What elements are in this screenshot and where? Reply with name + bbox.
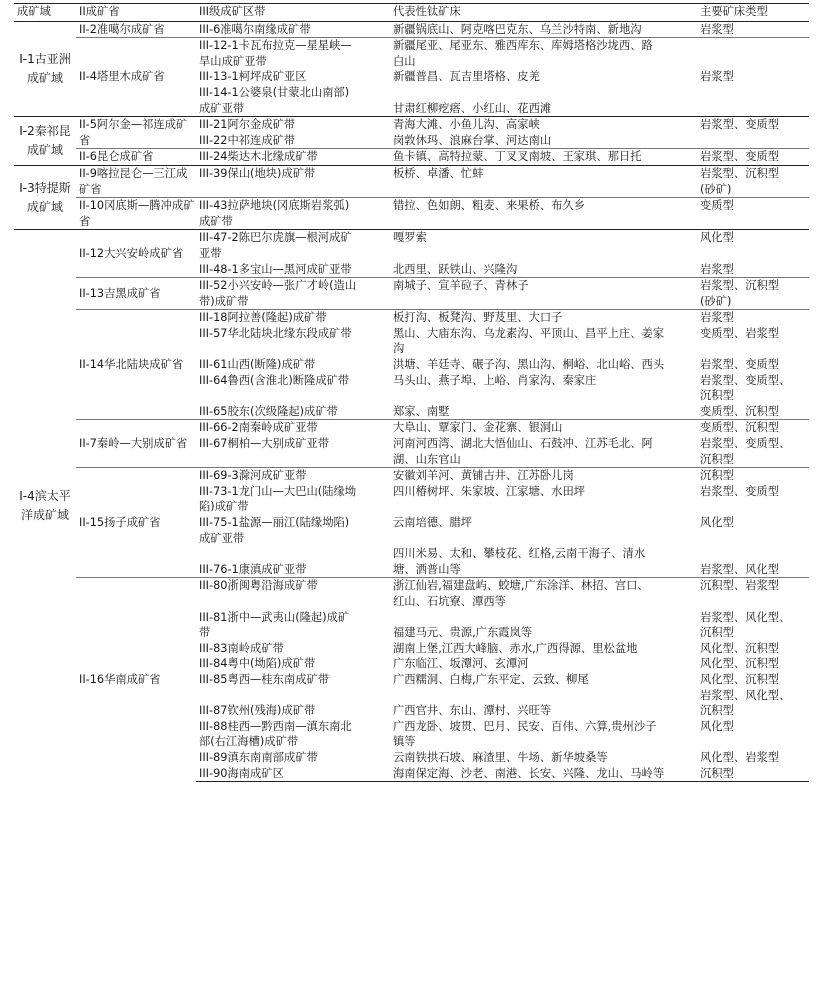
province-cell: II-4塔里木成矿省 <box>76 38 196 117</box>
type-cell: 变质型、沉积型 <box>697 420 809 436</box>
table-row <box>14 310 809 326</box>
province-cell: II-12大兴安岭成矿省 <box>76 230 196 278</box>
type-cell: 沉积型 <box>700 452 734 466</box>
type-cell: 岩浆型、变质型、 <box>700 437 791 451</box>
type-cell <box>697 101 809 117</box>
table-row <box>14 117 809 133</box>
type-cell: 岩浆型、变质型、 <box>700 373 791 387</box>
titanium-deposit-table <box>14 3 809 782</box>
province-cell: II-13吉黑成矿省 <box>76 278 196 310</box>
belt-cell: III-24柴达木北缘成矿带 <box>196 149 390 166</box>
province-cell: II-2准噶尔成矿省 <box>76 21 196 38</box>
belt-cell: III-84粤中(坳陷)成矿带 <box>199 657 316 671</box>
deposits-cell: 白山 <box>393 54 416 68</box>
type-cell: 岩浆型 <box>697 21 809 38</box>
belt-cell <box>196 452 390 468</box>
deposits-cell: 广西糯洞、白梅,广东平定、云致、柳尾 <box>393 672 589 686</box>
table-row <box>14 420 809 436</box>
deposits-cell: 海南保定海、沙老、南港、长安、兴隆、龙山、马岭等 <box>393 766 665 780</box>
domain-cell: I-2秦祁昆成矿域 <box>14 117 76 166</box>
deposits-cell <box>390 182 697 198</box>
deposits-cell: 大阜山、覃家门、金花寨、银洞山 <box>390 420 697 436</box>
belt-cell: III-52小兴安岭—张广才岭(造山 <box>196 278 390 294</box>
type-cell: 岩浆型、变质型 <box>697 149 809 166</box>
belt-cell: III-89滇东南南部成矿带 <box>199 750 318 764</box>
deposits-cell <box>390 781 697 782</box>
table-row <box>14 278 809 294</box>
belt-cell: 亚带 <box>199 246 222 260</box>
type-cell: 沉积型 <box>700 766 734 780</box>
belt-cell: III-65胶东(次级隆起)成矿带 <box>199 404 338 418</box>
type-cell: 岩浆型、沉积型 <box>697 278 809 294</box>
type-cell <box>697 85 809 101</box>
belt-cell: 旱山成矿亚带 <box>199 54 267 68</box>
belt-cell: III-48-1多宝山—黑河成矿亚带 <box>199 262 352 276</box>
belt-cell: 带)成矿带 <box>199 294 249 308</box>
province-cell: II-7秦岭—大别成矿省 <box>76 420 196 468</box>
deposits-cell: 错拉、色如朗、粗麦、来果桥、布久乡 <box>390 198 697 214</box>
type-cell: 风化型 <box>700 516 734 529</box>
belt-cell: III-85粤西—桂东南成矿带 <box>199 672 330 686</box>
belt-cell: III-12-1卡瓦布拉克—星星峡— <box>196 38 390 54</box>
deposits-cell <box>390 246 697 262</box>
header-deposits: 代表性钛矿床 <box>390 4 697 22</box>
province-cell: II-10冈底斯—腾冲成矿省 <box>76 198 196 230</box>
header-belt: III级成矿区带 <box>196 4 390 22</box>
belt-cell: III-66-2南秦岭成矿亚带 <box>196 420 390 436</box>
belt-cell: 成矿带 <box>199 214 233 228</box>
province-cell: II-9喀拉昆仑—三江成矿省 <box>76 165 196 197</box>
province-cell: II-6昆仑成矿省 <box>76 149 196 166</box>
deposits-cell <box>390 499 697 515</box>
type-cell: 岩浆型、变质型 <box>700 484 780 498</box>
province-cell: II-14华北陆块成矿省 <box>76 310 196 420</box>
header-domain: 成矿域 <box>14 4 76 22</box>
type-cell: 岩浆型 <box>700 262 734 276</box>
belt-cell: III-18阿拉善(隆起)成矿带 <box>196 310 390 326</box>
type-cell: 岩浆型、风化型 <box>700 562 780 576</box>
belt-cell: III-83南岭成矿带 <box>199 641 284 655</box>
belt-cell: III-87钦州(残海)成矿带 <box>199 704 316 718</box>
type-cell: 风化型、沉积型 <box>700 641 780 655</box>
belt-cell: III-88桂西—黔西南—滇东南北 <box>199 719 352 733</box>
deposits-cell: 青海大滩、小鱼儿沟、高家峡 <box>390 117 697 133</box>
deposits-cell <box>390 610 697 626</box>
deposits-cell <box>390 214 697 230</box>
deposits-cell: 广东临江、坂潭河、玄潭河 <box>393 657 529 671</box>
deposits-cell: 四川米易、太和、攀枝花、红格,云南干海子、清水 <box>393 547 646 561</box>
type-cell: (砂矿) <box>700 294 732 308</box>
type-cell <box>697 341 809 357</box>
deposits-cell: 板打沟、板凳沟、野芨里、大口子 <box>390 310 697 326</box>
type-cell: 沉积型 <box>700 704 734 718</box>
domain-cell: I-4滨太平洋成矿域 <box>14 230 76 782</box>
belt-cell: III-75-1盐源—丽江(陆缘坳陷) <box>199 516 350 529</box>
type-cell <box>697 214 809 230</box>
belt-cell: III-69-3滁河成矿亚带 <box>196 468 390 484</box>
deposits-cell: 鱼卡镇、高特拉蒙、丁叉叉南坡、王家琪、那日托 <box>390 149 697 166</box>
type-cell <box>697 734 809 750</box>
belt-cell <box>196 688 390 704</box>
deposits-cell: 浙江仙岩,福建盘屿、蛟塘,广东涂洋、林招、宫口、 <box>390 578 697 594</box>
belt-cell: III-57华北陆块北缘东段成矿带 <box>199 326 352 340</box>
table-row <box>14 578 809 594</box>
type-cell: 沉积型 <box>697 468 809 484</box>
deposits-cell: 甘肃红柳疙瘩、小红山、花西滩 <box>393 101 552 115</box>
belt-cell: 成矿亚带 <box>199 531 245 545</box>
belt-cell <box>196 341 390 357</box>
deposits-cell: 北西里、跃铁山、兴隆沟 <box>393 262 518 276</box>
deposits-cell: 新疆普昌、瓦吉里塔格、皮羌 <box>393 70 540 84</box>
deposits-cell: 河南河西湾、湖北大悟仙山、石鼓冲、江苏毛北、阿 <box>393 437 653 451</box>
table-row <box>14 38 809 54</box>
belt-cell: III-21阿尔金成矿带 <box>196 117 390 133</box>
type-cell: 风化型 <box>697 230 809 246</box>
deposits-cell <box>390 531 697 547</box>
province-cell: II-5阿尔金—祁连成矿省 <box>76 117 196 149</box>
type-cell <box>697 499 809 515</box>
belt-cell: III-22中祁连成矿带 <box>199 133 296 147</box>
type-cell: 变质型、沉积型 <box>700 404 780 418</box>
deposits-cell: 马头山、燕子埠、上峪、肖家沟、秦家庄 <box>393 373 597 387</box>
type-cell: 岩浆型、风化型、 <box>700 688 791 702</box>
domain-cell: I-3特提斯成矿域 <box>14 165 76 229</box>
belt-cell: III-14-1公婆泉(甘蒙北山南部) <box>199 85 350 99</box>
deposits-cell: 新疆锅底山、阿克喀巴克东、乌兰沙特南、新地沟 <box>390 21 697 38</box>
table-row <box>14 198 809 214</box>
belt-cell: III-43拉萨地块(冈底斯岩浆弧) <box>196 198 390 214</box>
deposits-cell: 南城子、宣羊砬子、青林子 <box>390 278 697 294</box>
type-cell: 风化型、岩浆型 <box>700 750 780 764</box>
deposits-cell: 塘、洒普山等 <box>393 562 461 576</box>
document-page <box>14 3 809 782</box>
belt-cell <box>196 182 390 198</box>
belt-cell: 成矿亚带 <box>199 101 245 115</box>
belt-cell: III-80浙闽粤沿海成矿带 <box>196 578 390 594</box>
belt-cell: III-47-2陈巴尔虎旗—根河成矿 <box>196 230 390 246</box>
province-cell: II-16华南成矿省 <box>76 578 196 782</box>
deposits-cell <box>390 388 697 404</box>
type-cell <box>697 546 809 562</box>
type-cell: 岩浆型 <box>697 310 809 326</box>
deposits-cell: 黑山、大庙东沟、乌龙素沟、平顶山、昌平上庄、姜家 <box>393 326 665 340</box>
table-row <box>14 149 809 166</box>
type-cell: 风化型、沉积型 <box>700 657 780 671</box>
belt-cell: III-61山西(断隆)成矿带 <box>199 358 316 372</box>
deposits-cell: 板桥、卓潘、忙蚌 <box>390 165 697 181</box>
deposits-cell: 福建马元、贵源,广东霞岚等 <box>393 626 533 640</box>
deposits-cell: 云南培德、腊坪 <box>393 516 473 529</box>
domain-cell: I-1古亚洲成矿域 <box>14 21 76 117</box>
deposits-cell: 安徽刘羊河、黄铺古井、江苏卧儿岗 <box>390 468 697 484</box>
belt-cell: III-39保山(地块)成矿带 <box>196 165 390 181</box>
belt-cell: 部(右江海槽)成矿带 <box>199 735 299 749</box>
deposits-cell: 广西龙卧、坡贯、巴月、民安、百伟、六算,贵州沙子 <box>393 719 657 733</box>
deposits-cell: 广西官井、东山、潭村、兴旺等 <box>393 704 552 718</box>
type-cell: 沉积型 <box>700 626 734 640</box>
table-row <box>14 21 809 38</box>
deposits-cell: 沟 <box>393 342 405 356</box>
deposits-cell: 湖南上堡,江西大峰脑、赤水,广西得源、里松盆地 <box>393 641 638 655</box>
table-row <box>14 165 809 181</box>
deposits-cell: 云南铁拱石坡、麻渣里、牛场、新华坡桑等 <box>393 750 608 764</box>
type-cell <box>697 781 809 782</box>
belt-cell: III-81浙中—武夷山(隆起)成矿 <box>199 610 350 624</box>
type-cell: 风化型 <box>700 719 734 733</box>
deposits-cell: 镇等 <box>393 735 416 749</box>
type-cell: (砂矿) <box>700 182 732 196</box>
belt-cell: III-73-1龙门山—大巴山(陆缘坳 <box>199 484 357 498</box>
type-cell: 岩浆型、变质型 <box>697 117 809 133</box>
deposits-cell: 四川椿树坪、朱家坡、江家塘、水田坪 <box>393 484 586 498</box>
type-cell: 风化型、沉积型 <box>700 672 780 686</box>
type-cell <box>697 531 809 547</box>
belt-cell: 陷)成矿带 <box>199 500 249 514</box>
deposits-cell: 岗敦休玛、浪麻台掌、河达南山 <box>393 133 552 147</box>
belt-cell: III-64鲁西(含淮北)断隆成矿带 <box>199 373 350 387</box>
type-cell: 岩浆型、风化型、 <box>700 610 791 624</box>
type-cell <box>697 54 809 70</box>
deposits-cell: 洪塘、羊廷寺、碾子沟、黑山沟、桐峪、北山峪、西头 <box>393 358 665 372</box>
deposits-cell: 郑家、南墅 <box>393 404 450 418</box>
belt-cell <box>196 781 390 782</box>
type-cell: 变质型、岩浆型 <box>700 326 780 340</box>
type-cell: 沉积型、岩浆型 <box>697 578 809 594</box>
belt-cell: III-76-1康滇成矿亚带 <box>199 562 307 576</box>
deposits-cell: 新疆尾亚、尾亚东、雅西库东、库姆塔格沙垅西、路 <box>390 38 697 54</box>
belt-cell: III-6准噶尔南缘成矿带 <box>196 21 390 38</box>
type-cell: 岩浆型、变质型 <box>700 358 780 372</box>
belt-cell: 带 <box>199 626 211 640</box>
belt-cell <box>196 388 390 404</box>
type-cell: 沉积型 <box>700 389 734 403</box>
deposits-cell <box>390 688 697 704</box>
deposits-cell: 湖、山东官山 <box>393 452 461 466</box>
belt-cell: III-90海南成矿区 <box>199 766 284 780</box>
table-row <box>14 230 809 246</box>
type-cell: 岩浆型 <box>700 70 734 84</box>
deposits-cell: 红山、石坑寮、潭西等 <box>393 594 506 608</box>
deposits-cell <box>390 85 697 101</box>
belt-cell <box>196 546 390 562</box>
type-cell <box>697 246 809 262</box>
belt-cell <box>196 594 390 610</box>
table-body <box>14 21 809 782</box>
table-row <box>14 468 809 484</box>
type-cell: 变质型 <box>697 198 809 214</box>
belt-cell: III-13-1柯坪成矿亚区 <box>199 70 307 84</box>
type-cell <box>697 594 809 610</box>
type-cell <box>697 133 809 149</box>
deposits-cell: 嘎罗索 <box>390 230 697 246</box>
header-type: 主要矿床类型 <box>697 4 809 22</box>
province-cell: II-15扬子成矿省 <box>76 468 196 578</box>
type-cell <box>697 38 809 54</box>
header-province: II成矿省 <box>76 4 196 22</box>
type-cell: 岩浆型、沉积型 <box>697 165 809 181</box>
belt-cell: III-67桐柏—大别成矿亚带 <box>199 437 330 451</box>
deposits-cell <box>390 294 697 310</box>
header-row <box>14 4 809 22</box>
